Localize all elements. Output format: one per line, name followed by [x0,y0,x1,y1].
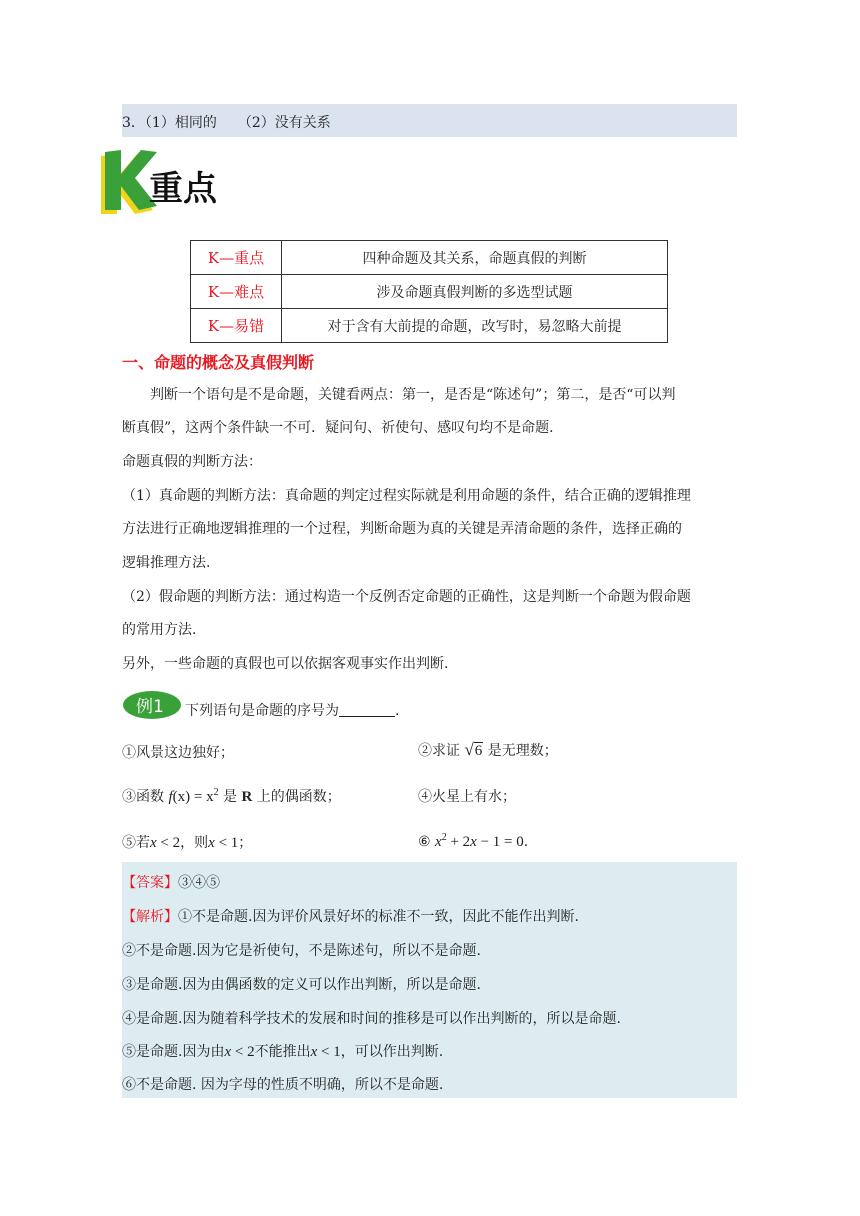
sqrt-six: √6 [464,740,483,759]
row-label: K—易错 [191,309,282,343]
paragraph-line: 方法进行正确地逻辑推理的一个过程，判断命题为真的关键是弄清命题的条件，选择正确的 [122,521,682,537]
paragraph-line: 命题真假的判断方法： [122,454,262,470]
section-heading: 一、命题的概念及真假判断 [122,353,315,372]
paragraph-line: 另外，一些命题的真假也可以依据客观事实作出判断. [122,656,449,672]
row-text: 四种命题及其关系，命题真假的判断 [282,241,668,275]
example-badge [122,690,182,720]
paragraph-line: （2）假命题的判断方法：通过构造一个反例否定命题的正确性，这是判断一个命题为假命题 [122,589,691,605]
example-badge-label: 例1 [136,697,164,717]
previous-answer-text: 3．（1）相同的 （2）没有关系 [122,115,331,131]
answer-blank [339,702,395,717]
paragraph-line: 断真假”，这两个条件缺一不可．疑问句、祈使句、感叹句均不是命题． [122,420,564,436]
row-label: K—难点 [191,275,282,309]
table-row [191,309,668,343]
table-row [191,275,668,309]
row-text: 对于含有大前提的命题，改写时，易忽略大前提 [282,309,668,343]
analysis-line: ④是命题.因为随着科学技术的发展和时间的推移是可以作出判断的，所以是命题. [122,1011,621,1027]
table-row [191,241,668,275]
answer-value: ③④⑤ [178,875,220,891]
example-stem-text: 下列语句是命题的序号为 [185,703,339,719]
example-stem [185,700,399,720]
badge-title: 重点 [149,169,217,209]
option-2: ②求证 √6 是无理数； [418,740,558,759]
analysis-line: 【解析】①不是命题.因为评价风景好坏的标准不一致，因此不能作出判断. [122,909,579,925]
paragraph-line: 判断一个语句是不是命题，关键看两点：第一，是否是“陈述句”；第二，是否“可以判 [150,387,676,403]
answer-tag: 【答案】 [122,875,178,891]
answer-line [122,872,220,892]
option-6: ⑥ $x^2 + 2x - 1 = 0$. [418,832,529,850]
analysis-line: ⑤是命题.因为由x < 2不能推出x < 1，可以作出判断. [122,1044,444,1060]
option-1: ①风景这边独好； [122,745,234,761]
key-difficulty-table [190,240,668,343]
option-5: ⑤若x < 2，则x < 1； [122,835,253,851]
analysis-tag: 【解析】 [122,909,178,925]
k-logo-icon [97,150,227,218]
analysis-line: ⑥不是命题. 因为字母的性质不明确，所以不是命题. [122,1077,444,1093]
paragraph-line: （1）真命题的判断方法：真命题的判定过程实际就是利用命题的条件，结合正确的逻辑推理 [122,488,691,504]
key-points-badge [97,150,227,218]
paragraph-line: 的常用方法. [122,622,197,638]
example-stem-end: . [395,703,400,719]
row-text: 涉及命题真假判断的多选型试题 [282,275,668,309]
row-label: K—重点 [191,241,282,275]
option-4: ④火星上有水； [418,789,516,805]
paragraph-line: 逻辑推理方法. [122,555,211,571]
analysis-line: ②不是命题.因为它是祈使句，不是陈述句，所以不是命题. [122,943,481,959]
previous-answer-band [122,104,737,137]
option-3: ③函数 $f(x) = x^2$ 是 R 上的偶函数； [122,787,341,805]
example-badge-icon [122,690,182,720]
analysis-line: ③是命题.因为由偶函数的定义可以作出判断，所以是命题. [122,977,481,993]
